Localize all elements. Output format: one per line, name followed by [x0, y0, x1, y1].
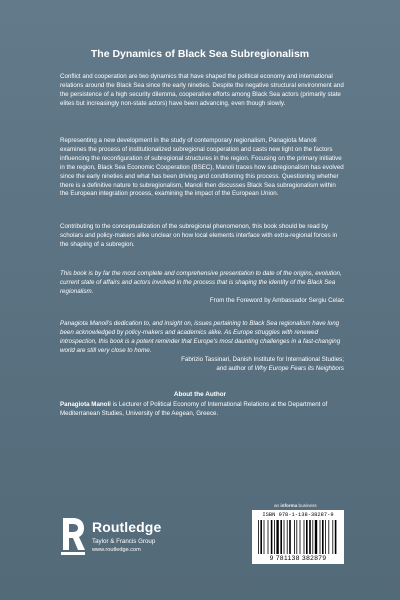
- barcode-bar: [325, 520, 326, 554]
- informa-word: informa: [280, 503, 298, 508]
- barcode-digits: 9 781138 382879: [269, 555, 327, 562]
- barcode-bar: [268, 520, 269, 554]
- barcode-bar: [320, 520, 321, 554]
- publisher-name: Routledge: [92, 519, 162, 535]
- barcode-bar: [309, 520, 311, 554]
- book-title: The Dynamics of Black Sea Subregionalism: [90, 48, 310, 60]
- attribution-2-prefix: and author of: [216, 364, 253, 372]
- attribution-2-line-1: Fabrizio Tassinari, Danish Institute for International Studies;: [181, 356, 344, 363]
- description-paragraph-1: Conflict and cooperation are two dynamics that have shaped the political economy and international relations around the Black Sea since the early nineties. Despite the negative structural environment and the persistence of a high security dilemma, cooperative efforts among Black Sea actors (primarily state elites but increasingly non-state actors) have been advancing, even though slowly.: [60, 73, 344, 107]
- endorsement-attribution-1: From the Foreword by Ambassador Sergiu Celac: [209, 297, 344, 304]
- barcode-bar: [289, 520, 291, 554]
- endorsement-attribution-2: [60, 356, 344, 374]
- publisher-logo-block: [60, 516, 200, 556]
- publisher-group: Taylor & Francis Group: [92, 538, 156, 545]
- barcode-bar: [296, 520, 297, 554]
- routledge-logo-icon: [60, 516, 86, 556]
- barcode-bars: [258, 520, 338, 554]
- barcode-bar: [280, 520, 282, 554]
- barcode-bar: [287, 520, 288, 554]
- endorsement-quote-2: Panagiota Manoli's dedication to, and insight on, issues pertaining to Black Sea regionalism have long been acknowledged by policy-makers and academics alike. As Europe struggles with renewed introspection, this book is a potent reminder that Europe's most daunting challenges in a fast-changing world are still very close to home.: [60, 320, 341, 354]
- barcode-bar: [328, 520, 329, 554]
- barcode-bar: [294, 520, 295, 554]
- about-author-heading: About the Author: [173, 391, 227, 398]
- barcode-bar: [276, 520, 278, 554]
- informa-prefix: an: [274, 503, 280, 508]
- barcode-bar: [274, 520, 275, 554]
- isbn-text: ISBN 978-1-138-38287-9: [262, 512, 334, 518]
- barcode-bar: [260, 520, 262, 554]
- barcode: [252, 510, 344, 564]
- barcode-bar: [304, 520, 305, 554]
- description-paragraph-2: Representing a new development in the study of contemporary regionalism, Panagiota Manoli examines the process of institutionalized subregional cooperation and casts new light on the factors influencing the reconfiguration of subregional structures in the region. Focusing on the primary initiative in the region, Black Sea Economic Cooperation (BSEC), Manoli traces how subregionalism has evolved since the early nineties and what has been driving and conditioning this process. Questioning whether there is a definitive nature to subregionalism, Manoli then discusses Black Sea subregionalism within the European integration process, examining the impact of the European Union.: [60, 137, 344, 198]
- barcode-bar: [284, 520, 285, 554]
- informa-suffix: business: [298, 503, 317, 508]
- author-bio: [60, 401, 344, 419]
- barcode-bar: [312, 520, 313, 554]
- barcode-bar: [264, 520, 265, 554]
- description-paragraph-3: Contributing to the conceptualization of the subregional phenomenon, this book should be read by scholars and policy-makers alike unclear on how local elements interface with extra-regional forces in the shaping of a subregion.: [60, 223, 338, 248]
- informa-tagline: [274, 503, 317, 508]
- attribution-2-book-title: Why Europe Fears its Neighbors: [254, 364, 344, 372]
- endorsement-quote-1: This book is by far the most complete and comprehensive presentation to date of the origins, evolution, current state of affairs and actors involved in the process that is shaping the identity of the Black Sea regionalism.: [60, 270, 342, 295]
- barcode-bar: [300, 520, 301, 554]
- barcode-bar: [335, 520, 337, 554]
- author-name: Panagiota Manoli: [60, 401, 111, 408]
- barcode-bar: [306, 520, 308, 554]
- barcode-bar: [322, 520, 324, 554]
- attribution-2-line-2: [60, 365, 344, 374]
- author-bio-text: is Lecturer of Political Economy of International Relations at the Department of Mediterranean Studies, University of the Aegean, Greece.: [60, 401, 328, 417]
- barcode-bar: [258, 520, 259, 554]
- barcode-bar: [315, 520, 317, 554]
- barcode-bar: [332, 520, 333, 554]
- barcode-bar: [271, 520, 273, 554]
- publisher-url: www.routledge.com: [92, 547, 141, 553]
